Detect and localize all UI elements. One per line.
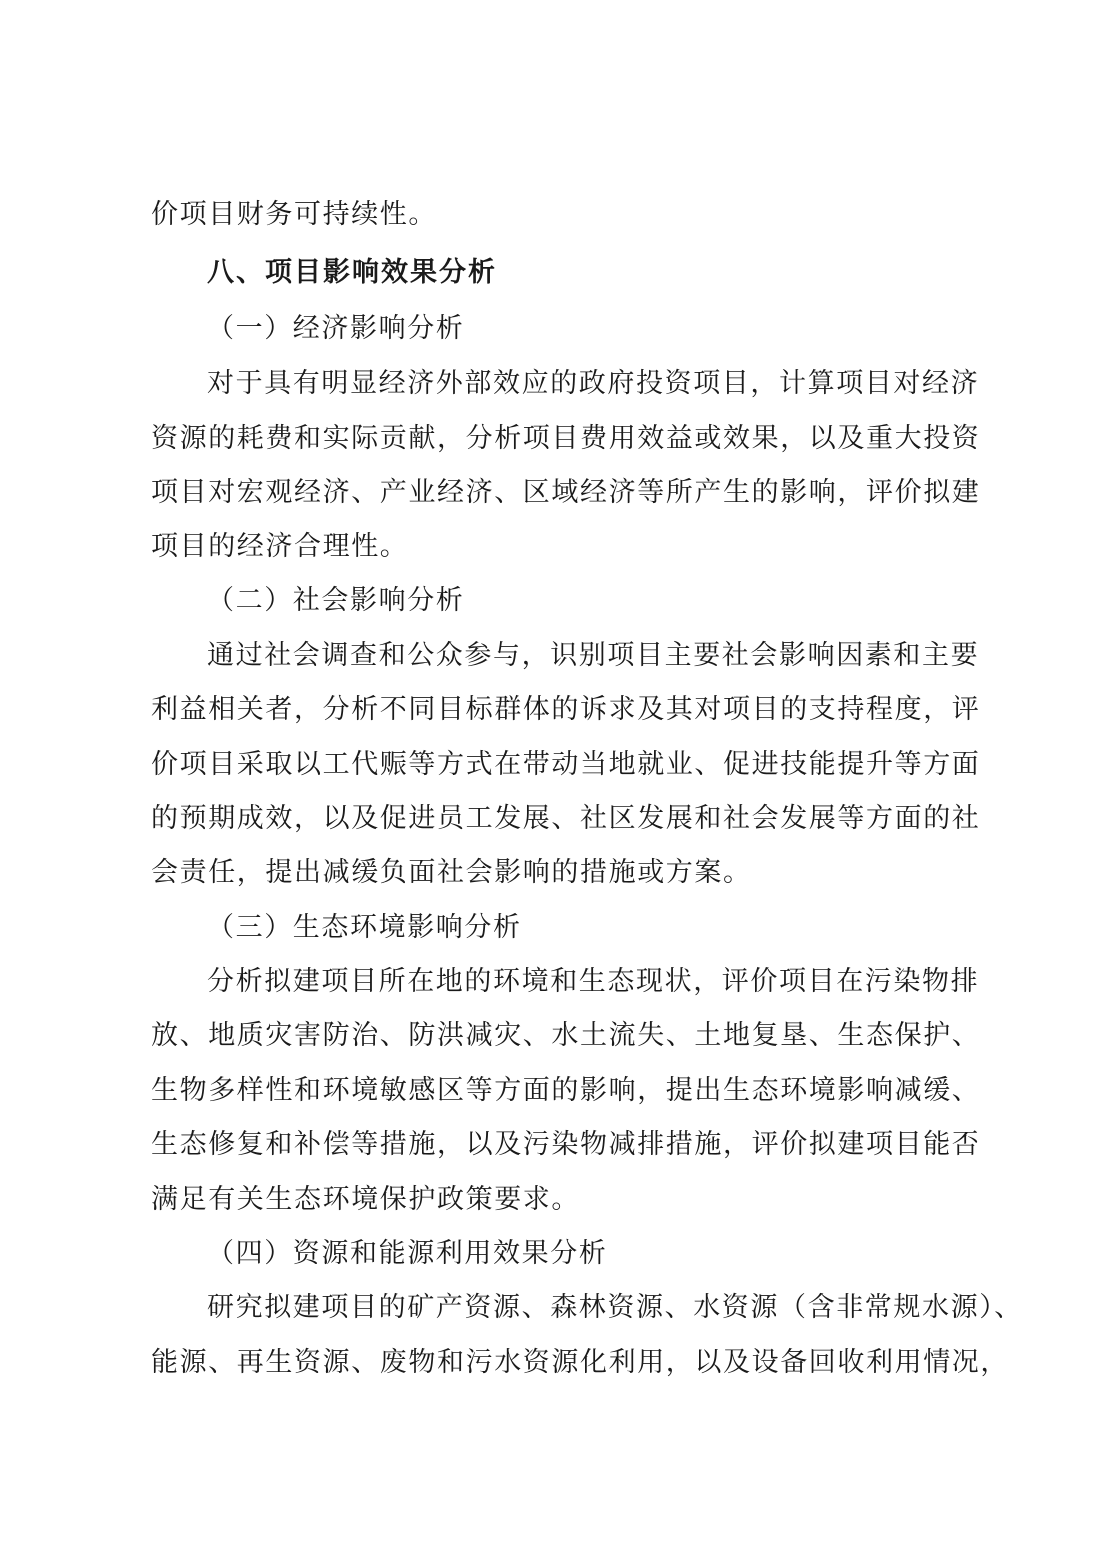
paragraph-line: 分析拟建项目所在地的环境和生态现状，评价项目在污染物排 xyxy=(207,966,980,997)
paragraph-line: 放、地质灾害防治、防洪减灾、水土流失、土地复垦、生态保护、 xyxy=(151,1020,981,1051)
paragraph-line: 能源、再生资源、废物和污水资源化利用，以及设备回收利用情况， xyxy=(151,1347,1009,1378)
paragraph-line: 生物多样性和环境敏感区等方面的影响，提出生态环境影响减缓、 xyxy=(151,1075,981,1106)
paragraph-line: 利益相关者，分析不同目标群体的诉求及其对项目的支持程度，评 xyxy=(151,694,981,725)
subsection-heading-resources: （四）资源和能源利用效果分析 xyxy=(207,1238,608,1269)
paragraph-line: 对于具有明显经济外部效应的政府投资项目，计算项目对经济 xyxy=(207,368,980,399)
paragraph-line: 会责任，提出减缓负面社会影响的措施或方案。 xyxy=(151,857,752,888)
paragraph-line: 项目对宏观经济、产业经济、区域经济等所产生的影响，评价拟建 xyxy=(151,477,981,508)
paragraph-line: 项目的经济合理性。 xyxy=(151,531,409,562)
paragraph-line: 研究拟建项目的矿产资源、森林资源、水资源（含非常规水源）、 xyxy=(207,1292,1023,1323)
paragraph-line: 通过社会调查和公众参与，识别项目主要社会影响因素和主要 xyxy=(207,640,980,671)
section-heading: 八、项目影响效果分析 xyxy=(207,257,497,288)
paragraph-line: 的预期成效，以及促进员工发展、社区发展和社会发展等方面的社 xyxy=(151,803,981,834)
paragraph-line: 资源的耗费和实际贡献，分析项目费用效益或效果，以及重大投资 xyxy=(151,423,981,454)
paragraph-line: 生态修复和补偿等措施，以及污染物减排措施，评价拟建项目能否 xyxy=(151,1129,981,1160)
subsection-heading-social: （二）社会影响分析 xyxy=(207,585,465,616)
subsection-heading-ecological: （三）生态环境影响分析 xyxy=(207,912,522,943)
paragraph-line: 满足有关生态环境保护政策要求。 xyxy=(151,1184,580,1215)
paragraph-line: 价项目采取以工代赈等方式在带动当地就业、促进技能提升等方面 xyxy=(151,749,981,780)
subsection-heading-economic: （一）经济影响分析 xyxy=(207,313,465,344)
paragraph-continuation-line: 价项目财务可持续性。 xyxy=(151,199,437,230)
